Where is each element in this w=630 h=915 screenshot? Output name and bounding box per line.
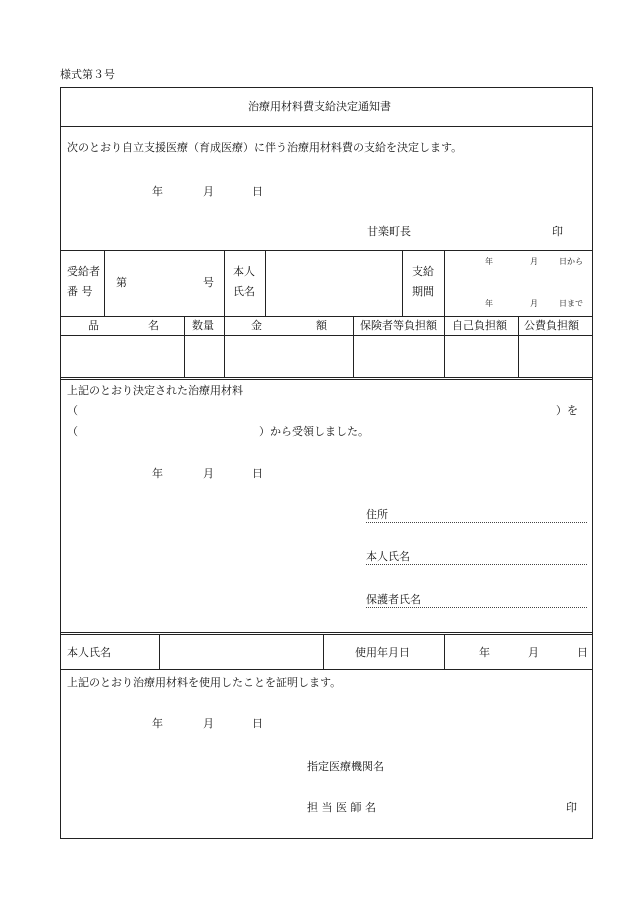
receipt-date-year: 年 — [152, 467, 163, 480]
period-from-month: 月 — [530, 257, 538, 266]
vrule-recipient-4 — [402, 250, 403, 316]
period-from-day: 日から — [559, 257, 583, 266]
recipient-number-label-1: 受給者 — [67, 265, 100, 278]
rule-usage-bottom — [60, 669, 593, 670]
institution-label: 指定医療機関名 — [307, 760, 384, 773]
vrule-items-5 — [518, 316, 519, 377]
period-to-month: 月 — [530, 299, 538, 308]
form-title: 治療用材料費支給決定通知書 — [248, 100, 391, 113]
use-date-month: 月 — [528, 646, 539, 659]
decision-statement: 次のとおり自立支援医療（育成医療）に伴う治療用材料費の支給を決定します。 — [67, 141, 463, 154]
receipt-line2-end: ）を — [556, 404, 578, 417]
rule-header-bottom — [60, 335, 593, 336]
recipient-number-suffix: 号 — [203, 276, 214, 289]
header-quantity: 数量 — [192, 319, 214, 332]
use-date-year: 年 — [479, 646, 490, 659]
vrule-recipient-5 — [444, 250, 445, 316]
vrule-usage-3 — [444, 634, 445, 669]
recipient-number-prefix: 第 — [116, 276, 127, 289]
cert-date-day: 日 — [252, 717, 263, 730]
decision-date-year: 年 — [152, 185, 163, 198]
form-number: 様式第３号 — [60, 68, 115, 81]
header-public-burden: 公費負担額 — [524, 319, 579, 332]
vrule-usage-2 — [323, 634, 324, 669]
header-amount-1: 金 — [251, 319, 262, 332]
rule-decision-bottom — [60, 250, 593, 251]
period-from-year: 年 — [485, 257, 493, 266]
receipt-date-month: 月 — [203, 467, 214, 480]
use-date-label: 使用年月日 — [355, 646, 410, 659]
rule-receipt-bottom-double — [60, 634, 593, 635]
receipt-line1: 上記のとおり決定された治療用材料 — [67, 384, 243, 397]
period-label-1: 支給 — [412, 265, 434, 278]
person-name-label-1: 本人 — [233, 265, 255, 278]
issuer-name: 甘楽町長 — [367, 225, 411, 238]
notification-form — [60, 87, 593, 839]
recipient-number-label-2: 番 号 — [67, 285, 93, 298]
header-self-burden: 自己負担額 — [452, 319, 507, 332]
guardian-name-label: 保護者氏名 — [366, 593, 421, 606]
vrule-usage-1 — [159, 634, 160, 669]
issuer-seal: 印 — [552, 225, 563, 238]
decision-date-day: 日 — [252, 185, 263, 198]
doctor-seal: 印 — [566, 801, 577, 814]
decision-date-month: 月 — [203, 185, 214, 198]
header-item-2: 名 — [148, 319, 159, 332]
header-amount-2: 額 — [316, 319, 327, 332]
rule-items-bottom — [60, 377, 593, 378]
header-insurer-burden: 保険者等負担額 — [360, 319, 437, 332]
receipt-paren-open-1: （ — [67, 404, 78, 417]
address-label: 住所 — [366, 508, 388, 521]
certification-statement: 上記のとおり治療用材料を使用したことを証明します。 — [67, 676, 342, 689]
usage-person-name-label: 本人氏名 — [67, 646, 111, 659]
cert-date-month: 月 — [203, 717, 214, 730]
vrule-items-4 — [444, 316, 445, 377]
address-field-line — [366, 522, 587, 523]
period-to-day: 日まで — [559, 299, 583, 308]
vrule-recipient-1 — [104, 250, 105, 316]
use-date-day: 日 — [577, 646, 588, 659]
receipt-paren-open-2: （ — [67, 425, 78, 438]
vrule-items-3 — [353, 316, 354, 377]
rule-title-bottom — [60, 126, 593, 127]
person-name-field-line — [366, 564, 587, 565]
vrule-recipient-2 — [224, 250, 225, 316]
receipt-date-day: 日 — [252, 467, 263, 480]
rule-recipient-bottom — [60, 316, 593, 317]
person-name-label-2: 氏名 — [233, 285, 255, 298]
receipt-line3: ）から受領しました。 — [259, 425, 369, 438]
doctor-label: 担 当 医 師 名 — [307, 801, 376, 814]
rule-items-bottom-double — [60, 379, 593, 380]
vrule-items-1 — [184, 316, 185, 377]
vrule-items-2 — [224, 316, 225, 377]
header-item-1: 品 — [88, 319, 99, 332]
guardian-name-field-line — [366, 607, 587, 608]
period-label-2: 期間 — [412, 285, 434, 298]
cert-date-year: 年 — [152, 717, 163, 730]
vrule-recipient-3 — [265, 250, 266, 316]
rule-receipt-bottom — [60, 632, 593, 633]
period-to-year: 年 — [485, 299, 493, 308]
person-name-field-label: 本人氏名 — [366, 550, 410, 563]
